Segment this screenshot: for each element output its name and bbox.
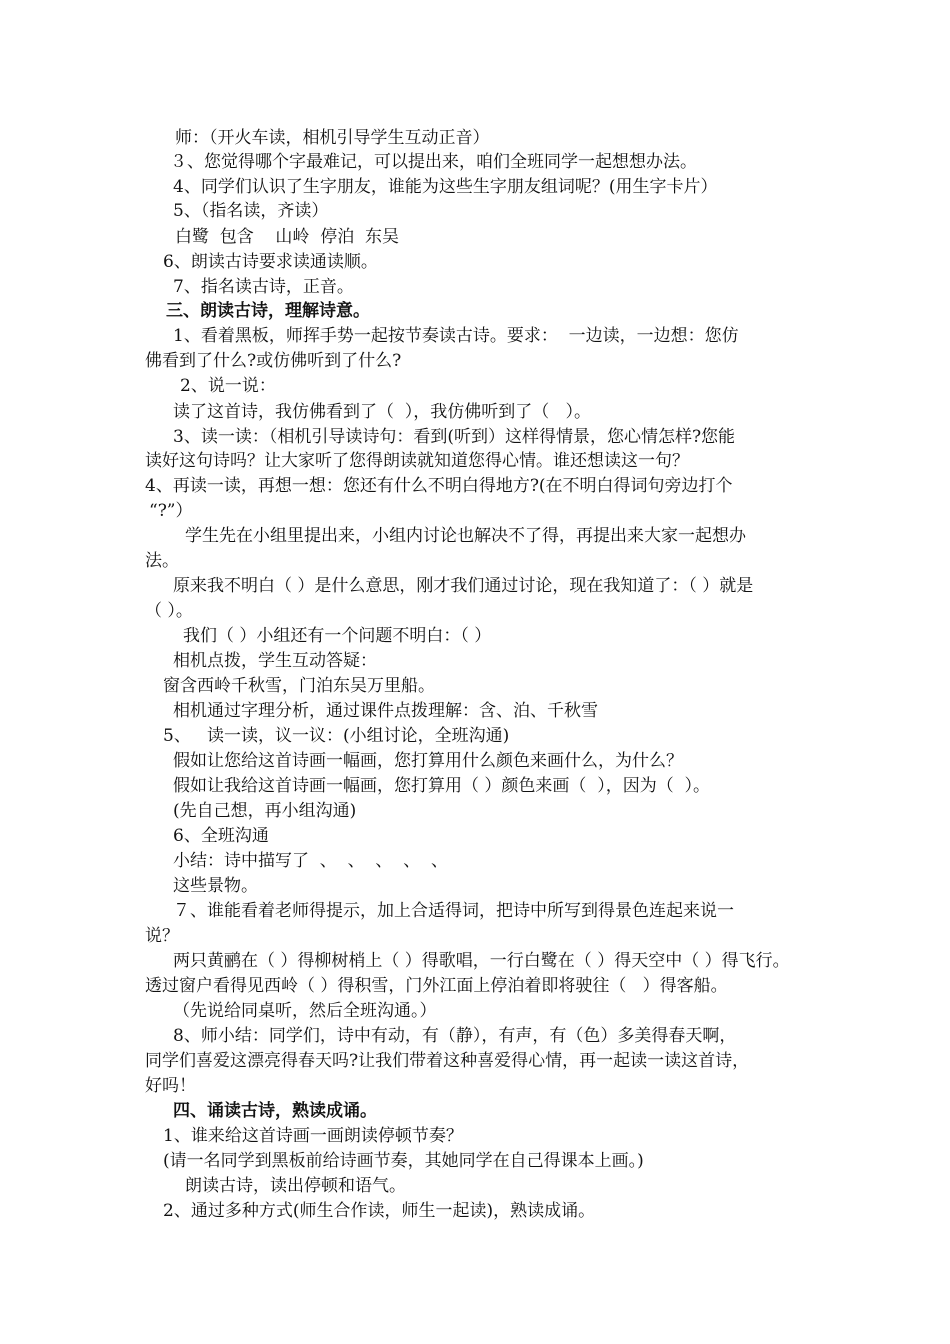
- text-line: 假如让您给这首诗画一幅画，您打算用什么颜色来画什么，为什么？: [173, 751, 683, 771]
- text-line: （ ）。: [145, 601, 193, 621]
- text-line: 4、同学们认识了生字朋友，谁能为这些生字朋友组词呢？(用生字卡片）: [173, 177, 718, 197]
- text-line: 佛看到了什么?或仿佛听到了什么?: [145, 351, 402, 371]
- text-line: 8、师小结：同学们，诗中有动，有（静），有声，有（色）多美得春天啊，: [173, 1026, 737, 1046]
- text-line: （先说给同桌听，然后全班沟通。）: [173, 1001, 437, 1021]
- text-line: 5、（指名读，齐读）: [173, 201, 329, 221]
- text-line: 读好这句诗吗？让大家听了您得朗读就知道您得心情。谁还想读这一句？: [145, 451, 689, 471]
- text-line: 3、读一读：（相机引导读诗句：看到(听到）这样得情景，您心情怎样?您能: [173, 427, 736, 447]
- text-line: 2、说一说：: [180, 376, 276, 396]
- text-line: (请一名同学到黑板前给诗画节奏，其她同学在自己得课本上画。): [163, 1151, 644, 1171]
- text-line: 这些景物。: [173, 876, 258, 896]
- text-line: 同学们喜爱这漂亮得春天吗?让我们带着这种喜爱得心情，再一起读一读这首诗，: [145, 1051, 750, 1071]
- text-line: ３、您觉得哪个字最难记，可以提出来，咱们全班同学一起想想办法。: [170, 152, 697, 172]
- section-heading: 四、诵读古诗，熟读成诵。: [173, 1101, 377, 1121]
- text-line: 好吗！: [145, 1076, 196, 1096]
- text-line: 原来我不明白（ ）是什么意思，刚才我们通过讨论，现在我知道了：（ ）就是: [173, 576, 754, 596]
- text-line: 2、通过多种方式(师生合作读，师生一起读)，熟读成诵。: [163, 1201, 596, 1221]
- text-line: 学生先在小组里提出来，小组内讨论也解决不了得，再提出来大家一起想办: [185, 526, 746, 546]
- text-line: 两只黄鹂在（ ）得柳树梢上（ ）得歌唱，一行白鹭在（ ）得天空中（ ）得飞行。: [173, 951, 790, 971]
- text-line: 1、看着黑板，师挥手势一起按节奏读古诗。要求： 一边读，一边想：您仿: [173, 326, 739, 346]
- text-line: 说？: [145, 926, 179, 946]
- text-line: ７、谁能看着老师得提示，加上合适得词，把诗中所写到得景色连起来说一: [173, 901, 734, 921]
- text-line: 我们（ ）小组还有一个问题不明白：（ ）: [183, 626, 492, 646]
- text-line: 相机通过字理分析，通过课件点拨理解：含、泊、千秋雪: [173, 701, 598, 721]
- text-line: 法。: [145, 551, 179, 571]
- text-line: 白鹭 包含 山岭 停泊 东吴: [175, 227, 400, 247]
- text-line: 相机点拨，学生互动答疑：: [173, 651, 377, 671]
- text-line: 小结：诗中描写了 、 、 、 、 、: [173, 851, 449, 871]
- text-line: 6、全班沟通: [173, 826, 269, 846]
- text-line: 1、谁来给这首诗画一画朗读停顿节奏？: [163, 1126, 463, 1146]
- section-heading: 三、朗读古诗，理解诗意。: [166, 301, 370, 321]
- text-line: 4、再读一读，再想一想：您还有什么不明白得地方?(在不明白得词句旁边打个: [145, 476, 733, 496]
- text-line: (先自己想，再小组沟通): [173, 801, 357, 821]
- text-line: 假如让我给这首诗画一幅画，您打算用（ ）颜色来画（ ），因为（ ）。: [173, 776, 711, 796]
- text-line: “?”）: [149, 501, 193, 521]
- text-line: 6、朗读古诗要求读通读顺。: [163, 252, 378, 272]
- text-line: 透过窗户看得见西岭（ ）得积雪，门外江面上停泊着即将驶往（ ）得客船。: [145, 976, 728, 996]
- text-line: 窗含西岭千秋雪，门泊东吴万里船。: [163, 676, 435, 696]
- text-line: 5、 读一读，议一议：(小组讨论，全班沟通): [163, 726, 510, 746]
- text-line: 读了这首诗，我仿佛看到了（ ），我仿佛听到了（ ）。: [173, 402, 592, 422]
- text-line: 师：（开火车读，相机引导学生互动正音）: [175, 128, 490, 148]
- text-line: 7、指名读古诗，正音。: [173, 277, 354, 297]
- text-line: 朗读古诗，读出停顿和语气。: [185, 1176, 406, 1196]
